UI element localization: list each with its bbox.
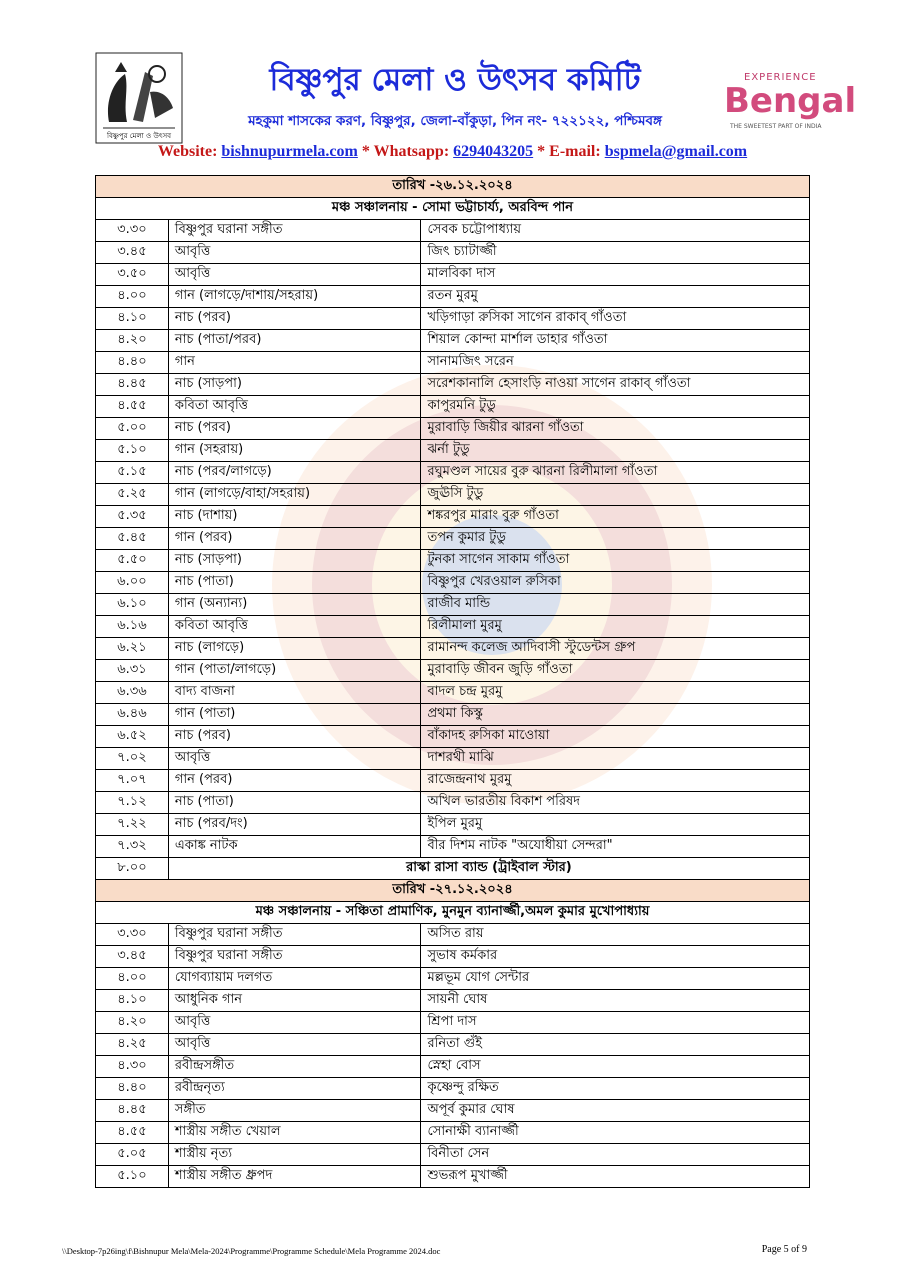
time-cell: ৩.৫০: [96, 264, 169, 286]
programme-schedule-table: [95, 175, 810, 1188]
performer-cell: দাশরথী মাঝি: [421, 748, 810, 770]
item-cell: গান (লাগড়ে/বাহা/সহরায়): [168, 484, 421, 506]
time-cell: ৬.২১: [96, 638, 169, 660]
contact-line: [0, 143, 905, 161]
item-cell: গান (সহরায়): [168, 440, 421, 462]
table-row: [96, 396, 810, 418]
table-row: [96, 616, 810, 638]
item-cell: নাচ (পাতা): [168, 792, 421, 814]
time-cell: ৪.৫৫: [96, 1122, 169, 1144]
item-cell: গান (অন্যান্য): [168, 594, 421, 616]
time-cell: ৫.০০: [96, 418, 169, 440]
time-cell: ৬.১৬: [96, 616, 169, 638]
time-cell: ৭.২২: [96, 814, 169, 836]
item-cell: নাচ (পরব/লাগড়ে): [168, 462, 421, 484]
performer-cell: বীর দিশম নাটক "অযোধীয়া সেন্দরা": [421, 836, 810, 858]
performer-cell: কৃষ্ণেন্দু রক্ষিত: [421, 1078, 810, 1100]
performer-cell: সায়নী ঘোষ: [421, 990, 810, 1012]
performer-cell: সরেশকানালি হেসাংড়ি নাওয়া সাগেন রাকাব্ গাঁওতা: [421, 374, 810, 396]
performer-cell: রঘুমণ্ডল সায়ের বুরু ঝারনা রিলীমালা গাঁওতা: [421, 462, 810, 484]
performer-cell: টুনকা সাগেন সাকাম গাঁওতা: [421, 550, 810, 572]
performer-cell: বাদল চন্দ্র মুরমু: [421, 682, 810, 704]
item-cell: নাচ (পাতা/পরব): [168, 330, 421, 352]
time-cell: ৪.৪০: [96, 352, 169, 374]
table-row: [96, 374, 810, 396]
item-cell: রবীন্দ্রসঙ্গীত: [168, 1056, 421, 1078]
time-cell: ৪.১০: [96, 990, 169, 1012]
item-cell: আবৃত্তি: [168, 1012, 421, 1034]
time-cell: ৫.৩৫: [96, 506, 169, 528]
table-row: [96, 748, 810, 770]
item-cell: নাচ (লাগড়ে): [168, 638, 421, 660]
item-cell: বিষ্ণুপুর ঘরানা সঙ্গীত: [168, 924, 421, 946]
table-row: [96, 1056, 810, 1078]
table-row: [96, 836, 810, 858]
time-cell: ৪.২৫: [96, 1034, 169, 1056]
svg-text:বিষ্ণুপুর মেলা ও উৎসব: বিষ্ণুপুর মেলা ও উৎসব: [106, 132, 172, 140]
date-row-cell: তারিখ -২৬.১২.২০২৪: [96, 176, 810, 198]
time-cell: ৪.৪৫: [96, 1100, 169, 1122]
table-row: [96, 946, 810, 968]
performer-cell: ইপিল মুরমু: [421, 814, 810, 836]
table-row: [96, 1166, 810, 1188]
item-cell: বাদ্য বাজনা: [168, 682, 421, 704]
item-cell: নাচ (পাতা): [168, 572, 421, 594]
table-row: [96, 990, 810, 1012]
table-row: [96, 242, 810, 264]
time-cell: ৩.৪৫: [96, 946, 169, 968]
table-row: [96, 440, 810, 462]
performer-cell: অখিল ভারতীয় বিকাশ পরিষদ: [421, 792, 810, 814]
performer-cell: শ্রিপা দাস: [421, 1012, 810, 1034]
item-cell: আবৃত্তি: [168, 1034, 421, 1056]
time-cell: ৬.৩৬: [96, 682, 169, 704]
performer-cell: রতন মুরমু: [421, 286, 810, 308]
item-cell: কবিতা আবৃত্তি: [168, 396, 421, 418]
table-row: [96, 638, 810, 660]
svg-text:Bengal: Bengal: [724, 81, 857, 121]
band-cell: রাস্কা রাসা ব্যান্ড (ট্রাইবাল স্টার): [168, 858, 809, 880]
item-cell: নাচ (পরব): [168, 418, 421, 440]
performer-cell: রাজেন্দ্রনাথ মুরমু: [421, 770, 810, 792]
table-row: [96, 792, 810, 814]
item-cell: বিষ্ণুপুর ঘরানা সঙ্গীত: [168, 220, 421, 242]
table-row: [96, 484, 810, 506]
performer-cell: সেবক চট্টোপাধ্যায়: [421, 220, 810, 242]
time-cell: ৫.০৫: [96, 1144, 169, 1166]
time-cell: ৭.৩২: [96, 836, 169, 858]
time-cell: ৫.১০: [96, 440, 169, 462]
item-cell: আবৃত্তি: [168, 748, 421, 770]
performer-cell: স্নেহা বোস: [421, 1056, 810, 1078]
time-cell: ৭.১২: [96, 792, 169, 814]
table-row: [96, 594, 810, 616]
table-row: [96, 682, 810, 704]
table-row: [96, 814, 810, 836]
performer-cell: বিষ্ণুপুর খেরওয়াল রুসিকা: [421, 572, 810, 594]
host-row-cell: মঞ্চ সঞ্চালনায় - সোমা ভট্টাচার্য্য, অরবিন্দ পান: [96, 198, 810, 220]
performer-cell: শিয়াল কোন্দা মার্শাল ডাহার গাঁওতা: [421, 330, 810, 352]
time-cell: ৩.৩০: [96, 220, 169, 242]
item-cell: রবীন্দ্রনৃত্য: [168, 1078, 421, 1100]
time-cell: ৫.৪৫: [96, 528, 169, 550]
item-cell: নাচ (পরব): [168, 308, 421, 330]
time-cell: ৪.৫৫: [96, 396, 169, 418]
performer-cell: ঝর্না টুডু: [421, 440, 810, 462]
table-row: [96, 286, 810, 308]
performer-cell: মুরাবাড়ি জীবন জুড়ি গাঁওতা: [421, 660, 810, 682]
table-row: [96, 572, 810, 594]
performer-cell: জিৎ চ্যাটার্জ্জী: [421, 242, 810, 264]
time-cell: ৪.৪৫: [96, 374, 169, 396]
time-cell: ৪.৪০: [96, 1078, 169, 1100]
item-cell: আধুনিক গান: [168, 990, 421, 1012]
item-cell: কবিতা আবৃত্তি: [168, 616, 421, 638]
page-number: Page 5 of 9: [761, 1244, 807, 1255]
host-row-cell: মঞ্চ সঞ্চালনায় - সঞ্চিতা প্রামাণিক, মুনমুন ব্যানার্জ্জী,অমল কুমার মুখোপাধ্যায়: [96, 902, 810, 924]
time-cell: ৭.০২: [96, 748, 169, 770]
item-cell: গান (লাগড়ে/দাশায়/সহরায়): [168, 286, 421, 308]
table-row: [96, 1012, 810, 1034]
svg-text:THE SWEETEST PART OF INDIA: THE SWEETEST PART OF INDIA: [730, 123, 822, 130]
item-cell: সঙ্গীত: [168, 1100, 421, 1122]
date-row: [96, 880, 810, 902]
table-row: [96, 220, 810, 242]
performer-cell: অসিত রায়: [421, 924, 810, 946]
committee-title: বিষ্ণুপুর মেলা ও উৎসব কমিটি: [269, 62, 641, 98]
website-link[interactable]: bishnupurmela.com: [221, 143, 358, 160]
item-cell: গান (পাতা/লাগড়ে): [168, 660, 421, 682]
table-row: [96, 264, 810, 286]
whatsapp-label: Whatsapp:: [373, 143, 450, 160]
item-cell: গান (পাতা): [168, 704, 421, 726]
time-cell: ৫.১৫: [96, 462, 169, 484]
time-cell: ৮.০০: [96, 858, 169, 880]
date-row: [96, 176, 810, 198]
item-cell: গান (পরব): [168, 770, 421, 792]
performer-cell: সানামজিৎ সরেন: [421, 352, 810, 374]
item-cell: নাচ (পরব/দং): [168, 814, 421, 836]
table-row: [96, 308, 810, 330]
item-cell: আবৃত্তি: [168, 264, 421, 286]
table-row: [96, 726, 810, 748]
committee-address: মহকুমা শাসকের করণ, বিষ্ণুপুর, জেলা-বাঁকুড়া, পিন নং- ৭২২১২২, পশ্চিমবঙ্গ: [248, 113, 662, 129]
whatsapp-number[interactable]: 6294043205: [453, 143, 534, 160]
table-row: [96, 1034, 810, 1056]
table-row: [96, 1078, 810, 1100]
host-row: [96, 902, 810, 924]
item-cell: গান: [168, 352, 421, 374]
performer-cell: বিনীতা সেন: [421, 1144, 810, 1166]
website-label: Website:: [157, 143, 218, 160]
item-cell: নাচ (দাশায়): [168, 506, 421, 528]
time-cell: ৪.২০: [96, 330, 169, 352]
performer-cell: অপূর্ব কুমার ঘোষ: [421, 1100, 810, 1122]
date-row-cell: তারিখ -২৭.১২.২০২৪: [96, 880, 810, 902]
table-row: [96, 968, 810, 990]
table-row: [96, 550, 810, 572]
time-cell: ৬.৩১: [96, 660, 169, 682]
performer-cell: খড়িগাড়া রুসিকা সাগেন রাকাব্ গাঁওতা: [421, 308, 810, 330]
item-cell: নাচ (পরব): [168, 726, 421, 748]
item-cell: নাচ (সাড়পা): [168, 550, 421, 572]
time-cell: ৭.০৭: [96, 770, 169, 792]
email-link[interactable]: bspmela@gmail.com: [604, 143, 748, 160]
performer-cell: জুঊসি টুডু: [421, 484, 810, 506]
table-row: [96, 330, 810, 352]
time-cell: ৪.২০: [96, 1012, 169, 1034]
table-row: [96, 462, 810, 484]
time-cell: ৫.২৫: [96, 484, 169, 506]
table-row: [96, 528, 810, 550]
table-row: [96, 1144, 810, 1166]
table-row: [96, 352, 810, 374]
performer-cell: রাজীব মান্ডি: [421, 594, 810, 616]
performer-cell: রামানন্দ কলেজ আদিবাসী স্টুডেন্টস গ্রুপ: [421, 638, 810, 660]
time-cell: ৪.০০: [96, 968, 169, 990]
item-cell: শাস্ত্রীয় সঙ্গীত ধ্রুপদ: [168, 1166, 421, 1188]
table-row: [96, 506, 810, 528]
performer-cell: রিলীমালা মুরমু: [421, 616, 810, 638]
item-cell: যোগব্যায়াম দলগত: [168, 968, 421, 990]
table-row: [96, 660, 810, 682]
item-cell: আবৃত্তি: [168, 242, 421, 264]
time-cell: ৪.১০: [96, 308, 169, 330]
table-row: [96, 770, 810, 792]
time-cell: ৬.০০: [96, 572, 169, 594]
time-cell: ৩.৪৫: [96, 242, 169, 264]
item-cell: একাঙ্ক নাটক: [168, 836, 421, 858]
time-cell: ৬.৪৬: [96, 704, 169, 726]
time-cell: ৬.৫২: [96, 726, 169, 748]
mela-committee-logo: [95, 52, 183, 144]
letterhead: [0, 0, 905, 175]
time-cell: ৩.৩০: [96, 924, 169, 946]
table-row: [96, 1100, 810, 1122]
performer-cell: প্রথমা কিস্কু: [421, 704, 810, 726]
separator-star: *: [361, 143, 370, 160]
separator-star: *: [537, 143, 546, 160]
email-label: E-mail:: [549, 143, 601, 160]
performer-cell: মল্লভূম যোগ সেন্টার: [421, 968, 810, 990]
time-cell: ৪.০০: [96, 286, 169, 308]
item-cell: নাচ (সাড়পা): [168, 374, 421, 396]
table-row: [96, 924, 810, 946]
time-cell: ৬.১০: [96, 594, 169, 616]
performer-cell: মালবিকা দাস: [421, 264, 810, 286]
time-cell: ৫.৫০: [96, 550, 169, 572]
time-cell: ৫.১০: [96, 1166, 169, 1188]
table-row: [96, 1122, 810, 1144]
performer-cell: সুভাষ কর্মকার: [421, 946, 810, 968]
performer-cell: মুরাবাড়ি জিয়ীর ঝারনা গাঁওতা: [421, 418, 810, 440]
document-file-path: \\Desktop-7p26ing\f\Bishnupur Mela\Mela-2024\Programme\Programme Schedule\Mela Programme 2024.doc: [62, 1246, 441, 1256]
item-cell: শাস্ত্রীয় সঙ্গীত খেয়াল: [168, 1122, 421, 1144]
performer-cell: তপন কুমার টুডু: [421, 528, 810, 550]
performer-cell: কাপুরমনি টুডু: [421, 396, 810, 418]
performer-cell: সোনাক্ষী ব্যানার্জ্জী: [421, 1122, 810, 1144]
svg-text:EXPERIENCE: EXPERIENCE: [744, 72, 817, 83]
item-cell: বিষ্ণুপুর ঘরানা সঙ্গীত: [168, 946, 421, 968]
performer-cell: রনিতা গুঁই: [421, 1034, 810, 1056]
experience-bengal-logo: [722, 68, 860, 134]
table-row: [96, 418, 810, 440]
table-row: [96, 858, 810, 880]
performer-cell: শুভরূপ মুখার্জ্জী: [421, 1166, 810, 1188]
performer-cell: বাঁকাদহ রুসিকা মাওোয়া: [421, 726, 810, 748]
item-cell: গান (পরব): [168, 528, 421, 550]
host-row: [96, 198, 810, 220]
item-cell: শাস্ত্রীয় নৃত্য: [168, 1144, 421, 1166]
time-cell: ৪.৩০: [96, 1056, 169, 1078]
table-row: [96, 704, 810, 726]
performer-cell: শঙ্করপুর মারাং বুরু গাঁওতা: [421, 506, 810, 528]
